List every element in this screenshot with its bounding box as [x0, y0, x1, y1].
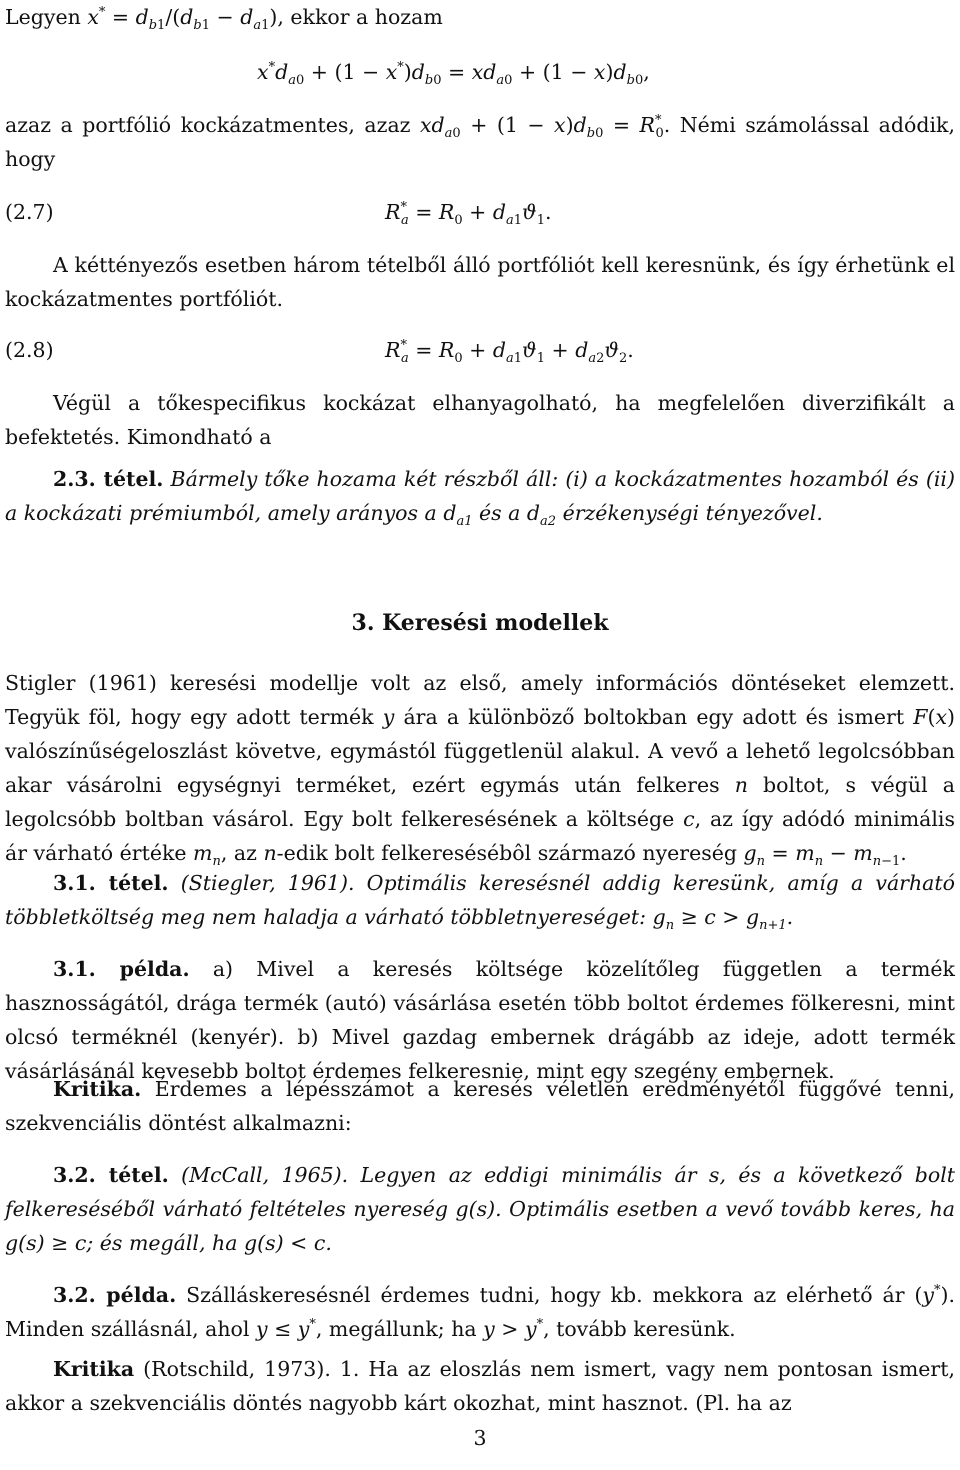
critique-heading: Kritika.	[53, 1077, 142, 1101]
section-heading	[5, 606, 955, 640]
example-heading: 3.2. példa.	[53, 1283, 177, 1307]
critique-1	[5, 1072, 955, 1140]
paragraph-5: Stigler (1961) keresési modellje volt az első, amely információs döntéseket elemzett. Tegyük föl, hogy egy adott termék y ára a különböző boltokban egy adott és ismert F(x) valószínűségeloszlást követve, egymástól függetlenül alakul. A vevő a lehető legolcsóbban akar vásárolni egységnyi terméket, ezért egymás után felkeres n boltot, s végül a legolcsóbb boltban vásárol. Egy bolt felkeresésének a költsége c, az így adódó minimális ár várható értéke $m_n$, az n-edik bolt felkeresésébôl származó nyereség $g_n = m_n - m_{n-1}$.	[5, 671, 955, 870]
example-3-2: 3.2. példa. Szálláskeresésnél érdemes tudni, hogy kb. mekkora az elérhető ár (y*). Minden szállásnál, ahol y ≤ y*, megállunk; ha y > y*, tovább keresünk.	[5, 1283, 955, 1341]
equation-label: (2.8)	[5, 338, 54, 362]
critique-body: (Rotschild, 1973). 1. Ha az eloszlás nem ismert, vagy nem pontosan ismert, akkor a szekvenciális döntés nagyobb kárt okozhat, mint hasznot. (Pl. ha az	[5, 1357, 955, 1415]
example-3-1	[5, 952, 955, 1088]
example-body: a) Mivel a keresés költsége közelítőleg független a termék hasznosságától, drága termék (autó) vásárlása esetén több boltot érdemes fölkeresni, mint olcsó terméknél (kenyér). b) Mivel gazdag embernek drágább az ideje, adott termék vásárlásánál kevesebb boltot érdemes felkeresnie, mint egy szegény embernek.	[5, 957, 955, 1083]
page-number: 3	[473, 1426, 487, 1450]
theorem-3-1: 3.1. tétel. (Stiegler, 1961). Optimális keresésnél addig keresünk, amíg a várható többletköltség meg nem haladja a várható többletnyereséget: $g_n \ge c > g_{n+1}$.	[5, 871, 955, 934]
section-title: 3. Keresési modellek	[351, 610, 609, 636]
theorem-heading: 2.3. tétel.	[53, 467, 164, 491]
theorem-heading: 3.1. tétel.	[53, 871, 169, 895]
paragraph-2: azaz a portfólió kockázatmentes, azaz $xd_{a0} + (1 - x)d_{b0} = R^*_0$. Némi számolással adódik, hogy	[5, 113, 955, 171]
theorem-2-3: 2.3. tétel. Bármely tőke hozama két részből áll: (i) a kockázatmentes hozamból és (ii) a kockázati prémiumból, amely arányos a $d_{a1}$ és a $d_{a2}$ érzékenységi tényezővel.	[5, 467, 955, 530]
paragraph-4: Végül a tőkespecifikus kockázat elhanyagolható, ha megfelelően diverzifikált a befektetés. Kimondható a	[5, 391, 955, 449]
example-heading: 3.1. példa.	[53, 957, 190, 981]
paragraph-3: A kéttényezős esetben három tételből álló portfóliót kell keresnünk, és így érhetünk el kockázatmentes portfóliót.	[5, 253, 955, 311]
critique-heading: Kritika	[53, 1357, 135, 1381]
theorem-heading: 3.2. tétel.	[53, 1163, 169, 1187]
critique-body: Érdemes a lépésszámot a keresés véletlen eredményétől függővé tenni, szekvenciális döntést alkalmazni:	[5, 1077, 955, 1135]
paragraph-intro	[5, 0, 955, 34]
theorem-3-2: 3.2. tétel. (McCall, 1965). Legyen az eddigi minimális ár s, és a következő bolt felkereséséből várható feltételes nyereség g(s). Optimális esetben a vevő tovább keres, ha g(s) ≥ c; és megáll, ha g(s) < c.	[5, 1163, 956, 1255]
p1-text: Legyen $x^* = d_{b1}/(d_{b1} - d_{a1})$, ekkor a hozam	[5, 5, 443, 34]
equation-label: (2.7)	[5, 200, 54, 224]
critique-2	[5, 1352, 955, 1420]
